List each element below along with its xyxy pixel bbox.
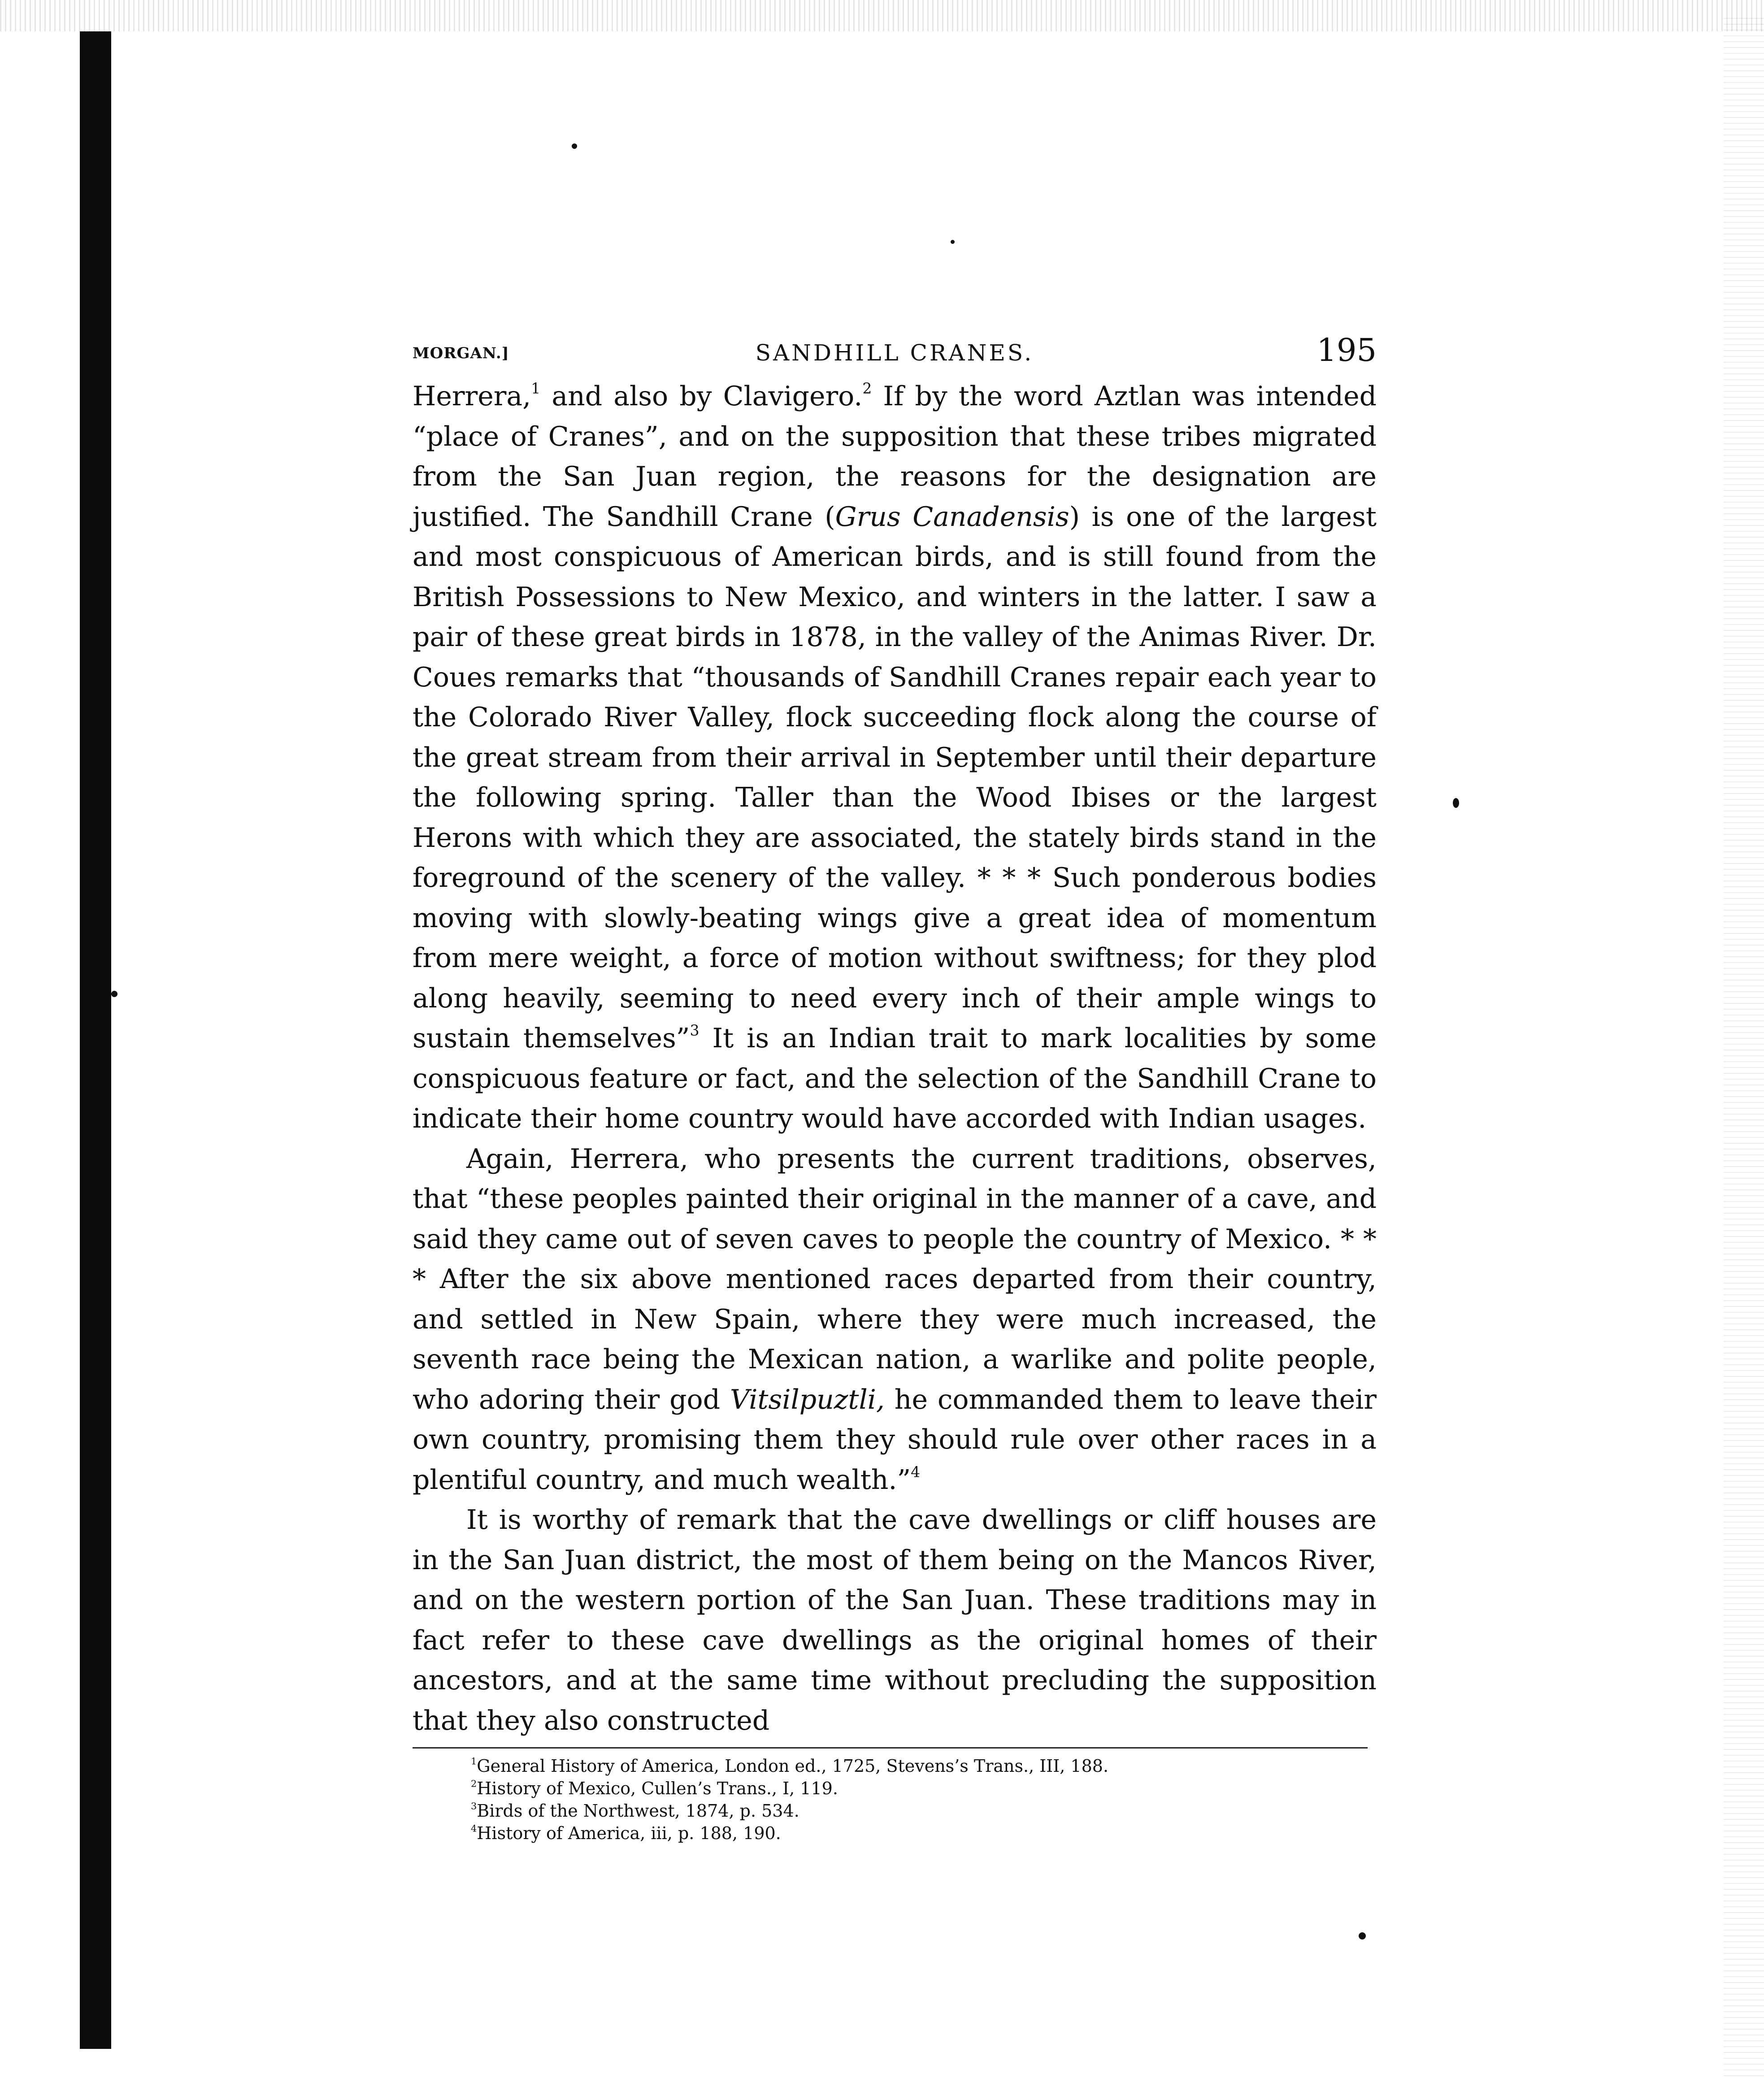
paragraph-2 — [413, 1139, 1377, 1501]
scan-speck — [1359, 1932, 1366, 1939]
scan-speck — [951, 240, 955, 244]
footnote — [471, 1800, 1377, 1822]
footnote-ref-3: 3 — [690, 1021, 700, 1039]
paragraph-3: It is worthy of remark that the cave dwellings or cliff houses are in the San Juan district, the most of them being on the Mancos River, and on the western portion of the San Juan. These traditions may in fact refer to these cave dwellings as the original homes of their ancestors, and at the same time without precluding the supposition that they also constructed — [413, 1504, 1377, 1736]
p1-text-c: If by the word Aztlan was intended “place of Cranes”, and on the supposition that these tribes migrated from the San Juan region, the reasons for the designation are justified. The Sandhill Crane ( — [413, 381, 1377, 533]
running-header — [413, 332, 1377, 377]
species-name: Grus Canadensis — [835, 501, 1069, 533]
footnotes — [413, 1755, 1377, 1844]
header-author: MORGAN.] — [413, 344, 509, 362]
footnote-text: History of Mexico, Cullen’s Trans., I, 119. — [477, 1779, 838, 1798]
p2-text-b: he commanded them to leave their own country, promising them they should rule over other races in a plentiful country, and much wealth.” — [413, 1384, 1377, 1496]
p1-text-d: ) is one of the largest and most conspicuous of American birds, and is still found from the British Possessions to New Mexico, and winters in the latter. I saw a pair of these great birds in 1878, in the valley of the Animas River. Dr. Coues remarks that “thousands of Sandhill Cranes repair each year to the Colorado River Valley, flock succeeding flock along the course of the great stream from their arrival in September until their departure the following spring. Taller than the Wood Ibises or the largest Herons with which they are associated, the stately birds stand in the foreground of the scenery of the valley. * * * Such ponderous bodies moving with slowly-beating wings give a great idea of momentum from mere weight, a force of motion without swiftness; for they plod along heavily, seeming to need every inch of their ample wings to sustain themselves” — [413, 501, 1377, 1054]
binding-edge — [80, 31, 111, 2049]
footnote-text: Birds of the Northwest, 1874, p. 534. — [477, 1801, 799, 1821]
footnote-divider — [413, 1747, 1368, 1749]
footnote-number: 3 — [471, 1801, 477, 1812]
footnote — [471, 1822, 1377, 1844]
p2-text-a: Again, Herrera, who presents the current traditions, observes, that “these peoples painted their original in the manner of a cave, and said they came out of seven caves to people the country of Mexico. * * * After the six above mentioned races departed from their country, and settled in New Spain, where they were much increased, the seventh race being the Mexican nation, a warlike and polite people, who adoring their god — [413, 1143, 1377, 1415]
scan-noise-right — [1724, 18, 1764, 2080]
scan-speck — [1453, 798, 1459, 808]
footnote-text: History of America, iii, p. 188, 190. — [477, 1823, 781, 1843]
footnote-text: General History of America, London ed., 1725, Stevens’s Trans., III, 188. — [477, 1756, 1109, 1776]
footnote-ref-4: 4 — [911, 1463, 921, 1481]
footnote — [471, 1755, 1377, 1777]
p1-text-e: It is an Indian trait to mark localities by some conspicuous feature or fact, and the selection of the Sandhill Crane to indicate their home country would have accorded with Indian usages. — [413, 1023, 1377, 1134]
p1-text-b: and also by Clavigero. — [540, 381, 863, 412]
footnote-ref-2: 2 — [862, 379, 872, 397]
footnote-ref-1: 1 — [531, 379, 541, 397]
footnote-number: 2 — [471, 1778, 477, 1789]
document-page — [413, 332, 1377, 1844]
scan-speck — [572, 143, 577, 149]
paragraph-1 — [413, 377, 1377, 1139]
header-title: SANDHILL CRANES. — [755, 340, 1034, 366]
body-text — [413, 377, 1377, 1741]
page-number: 195 — [1316, 332, 1377, 369]
scan-speck — [111, 991, 117, 997]
footnote-number: 4 — [471, 1823, 477, 1834]
footnote — [471, 1777, 1377, 1800]
scan-noise-top — [0, 0, 1764, 31]
p1-text-a: Herrera, — [413, 381, 531, 412]
footnote-number: 1 — [471, 1756, 477, 1767]
deity-name: Vitsilpuztli, — [730, 1384, 885, 1415]
